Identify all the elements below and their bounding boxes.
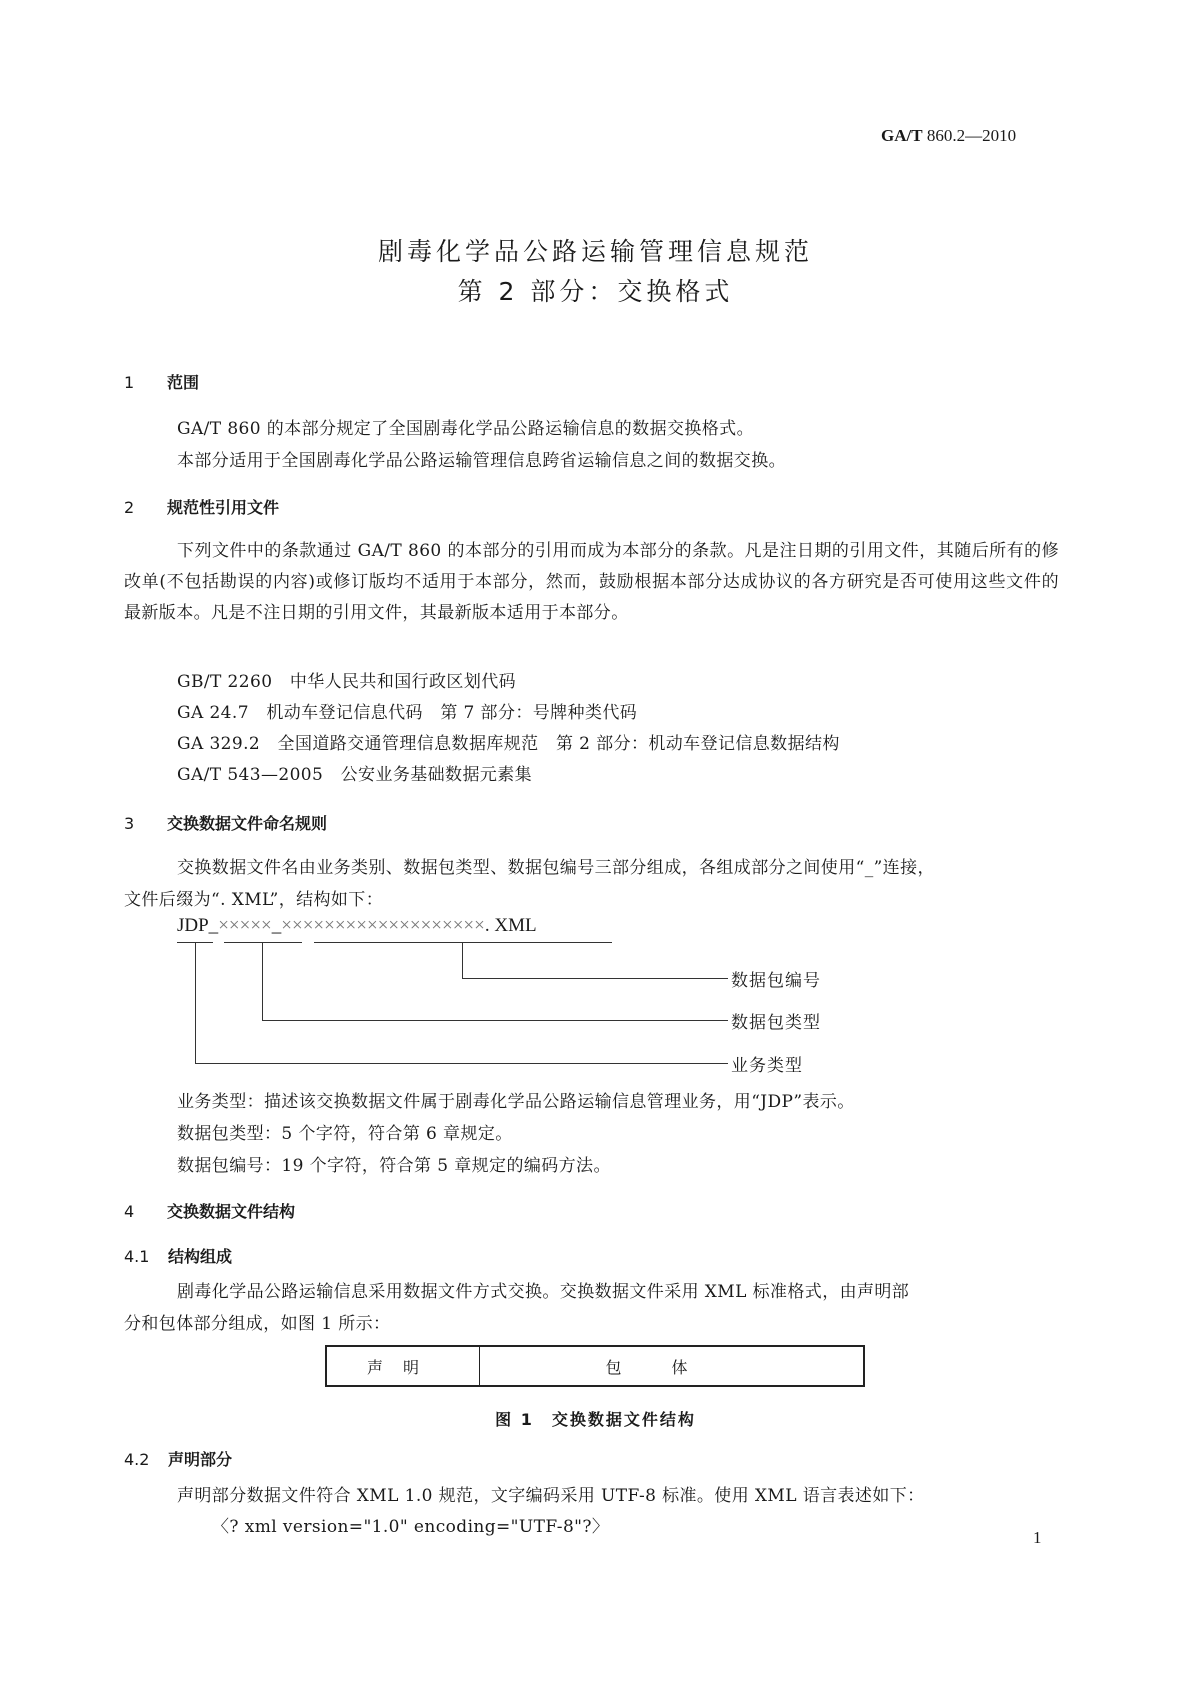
connector-business-vertical bbox=[195, 943, 196, 1063]
reference-item bbox=[177, 698, 637, 723]
section-4-2-para: 声明部分数据文件符合 XML 1.0 规范，文字编码采用 UTF-8 标准。使用 XML 语言表述如下： bbox=[177, 1486, 925, 1506]
standard-number-header bbox=[881, 126, 1016, 146]
reference-title: 中华人民共和国行政区划代码 bbox=[289, 672, 517, 692]
reference-title: 公安业务基础数据元素集 bbox=[340, 765, 533, 785]
section-3-intro-line1: 交换数据文件名由业务类别、数据包类型、数据包编号三部分组成，各组成部分之间使用“_”连接， bbox=[177, 858, 935, 878]
section-3-heading bbox=[124, 811, 327, 834]
definition-package-type: 数据包类型：5 个字符，符合第 6 章规定。 bbox=[177, 1124, 513, 1144]
section-title: 声明部分 bbox=[168, 1450, 233, 1469]
connector-type-vertical bbox=[262, 943, 263, 1020]
reference-title: 机动车登记信息代码 第 7 部分：号牌种类代码 bbox=[266, 703, 638, 723]
standard-prefix: GA/T bbox=[881, 126, 923, 145]
filename-prefix: JDP_ bbox=[177, 915, 219, 936]
page-number: 1 bbox=[1033, 1528, 1042, 1547]
xml-declaration-code: 〈? xml version="1.0" encoding="UTF-8"?〉 bbox=[212, 1517, 610, 1537]
figure-1-structure bbox=[325, 1345, 865, 1387]
reference-code: GB/T 2260 bbox=[177, 672, 273, 692]
filename-suffix: . XML bbox=[484, 915, 537, 936]
section-1-para-1: GA/T 860 的本部分规定了全国剧毒化学品公路运输信息的数据交换格式。 bbox=[177, 419, 754, 439]
section-1-para-2: 本部分适用于全国剧毒化学品公路运输管理信息跨省运输信息之间的数据交换。 bbox=[177, 451, 786, 471]
section-number: 4 bbox=[124, 1202, 135, 1221]
underline-type bbox=[224, 942, 302, 943]
connector-type-horizontal bbox=[262, 1020, 728, 1021]
connector-number-vertical bbox=[462, 943, 463, 978]
reference-code: GA/T 543—2005 bbox=[177, 765, 324, 785]
filename-pattern bbox=[177, 915, 537, 937]
underline-number bbox=[314, 942, 612, 943]
section-4-2-heading bbox=[124, 1447, 232, 1470]
section-number: 1 bbox=[124, 373, 135, 392]
definition-business-type: 业务类型：描述该交换数据文件属于剧毒化学品公路运输信息管理业务，用“JDP”表示。 bbox=[177, 1092, 855, 1112]
label-business-type: 业务类型 bbox=[731, 1056, 803, 1076]
figure-1-caption: 图 1 交换数据文件结构 bbox=[495, 1410, 696, 1429]
section-4-heading bbox=[124, 1199, 295, 1222]
section-number: 4.1 bbox=[124, 1247, 150, 1266]
type-placeholder: ××××× bbox=[218, 915, 272, 936]
reference-item bbox=[177, 760, 532, 785]
separator: _ bbox=[271, 915, 282, 936]
section-number: 4.2 bbox=[124, 1450, 150, 1469]
section-2-heading bbox=[124, 495, 279, 518]
section-number: 3 bbox=[124, 814, 135, 833]
document-title-line2: 第 2 部分：交换格式 bbox=[457, 277, 734, 306]
label-package-type: 数据包类型 bbox=[731, 1013, 821, 1033]
section-title: 范围 bbox=[167, 373, 200, 392]
reference-code: GA 24.7 bbox=[177, 703, 249, 723]
figure-cell-declaration: 声明 bbox=[327, 1347, 480, 1385]
reference-item bbox=[177, 729, 840, 754]
section-title: 规范性引用文件 bbox=[167, 498, 280, 517]
section-title: 交换数据文件结构 bbox=[167, 1202, 296, 1221]
reference-title: 全国道路交通管理信息数据库规范 第 2 部分：机动车登记信息数据结构 bbox=[277, 734, 840, 754]
connector-number-horizontal bbox=[462, 978, 728, 979]
section-3-intro-line2: 文件后缀为“. XML”，结构如下： bbox=[124, 890, 384, 910]
section-1-heading bbox=[124, 370, 199, 393]
section-number: 2 bbox=[124, 498, 135, 517]
connector-business-horizontal bbox=[195, 1063, 728, 1064]
section-4-1-para-line2: 分和包体部分组成，如图 1 所示： bbox=[124, 1314, 391, 1334]
label-package-number: 数据包编号 bbox=[731, 971, 821, 991]
definition-package-number: 数据包编号：19 个字符，符合第 5 章规定的编码方法。 bbox=[177, 1156, 611, 1176]
section-title: 交换数据文件命名规则 bbox=[167, 814, 328, 833]
reference-item bbox=[177, 667, 516, 692]
standard-number: 860.2—2010 bbox=[926, 126, 1017, 145]
number-placeholder: ××××××××××××××××××× bbox=[281, 915, 485, 936]
document-title-line1: 剧毒化学品公路运输管理信息规范 bbox=[377, 237, 813, 266]
section-2-intro: 下列文件中的条款通过 GA/T 860 的本部分的引用而成为本部分的条款。凡是注日期的引用文件，其随后所有的修改单(不包括勘误的内容)或修订版均不适用于本部分，然而，鼓励根据本部分达成协议的各方研究是否可使用这些文件的最新版本。凡是不注日期的引用文件，其最新版本适用于本部分。 bbox=[124, 541, 1059, 623]
reference-code: GA 329.2 bbox=[177, 734, 261, 754]
section-4-1-para-line1: 剧毒化学品公路运输信息采用数据文件方式交换。交换数据文件采用 XML 标准格式，由声明部 bbox=[177, 1282, 910, 1302]
section-4-1-heading bbox=[124, 1244, 232, 1267]
section-title: 结构组成 bbox=[168, 1247, 233, 1266]
figure-cell-body: 包体 bbox=[605, 1357, 738, 1377]
